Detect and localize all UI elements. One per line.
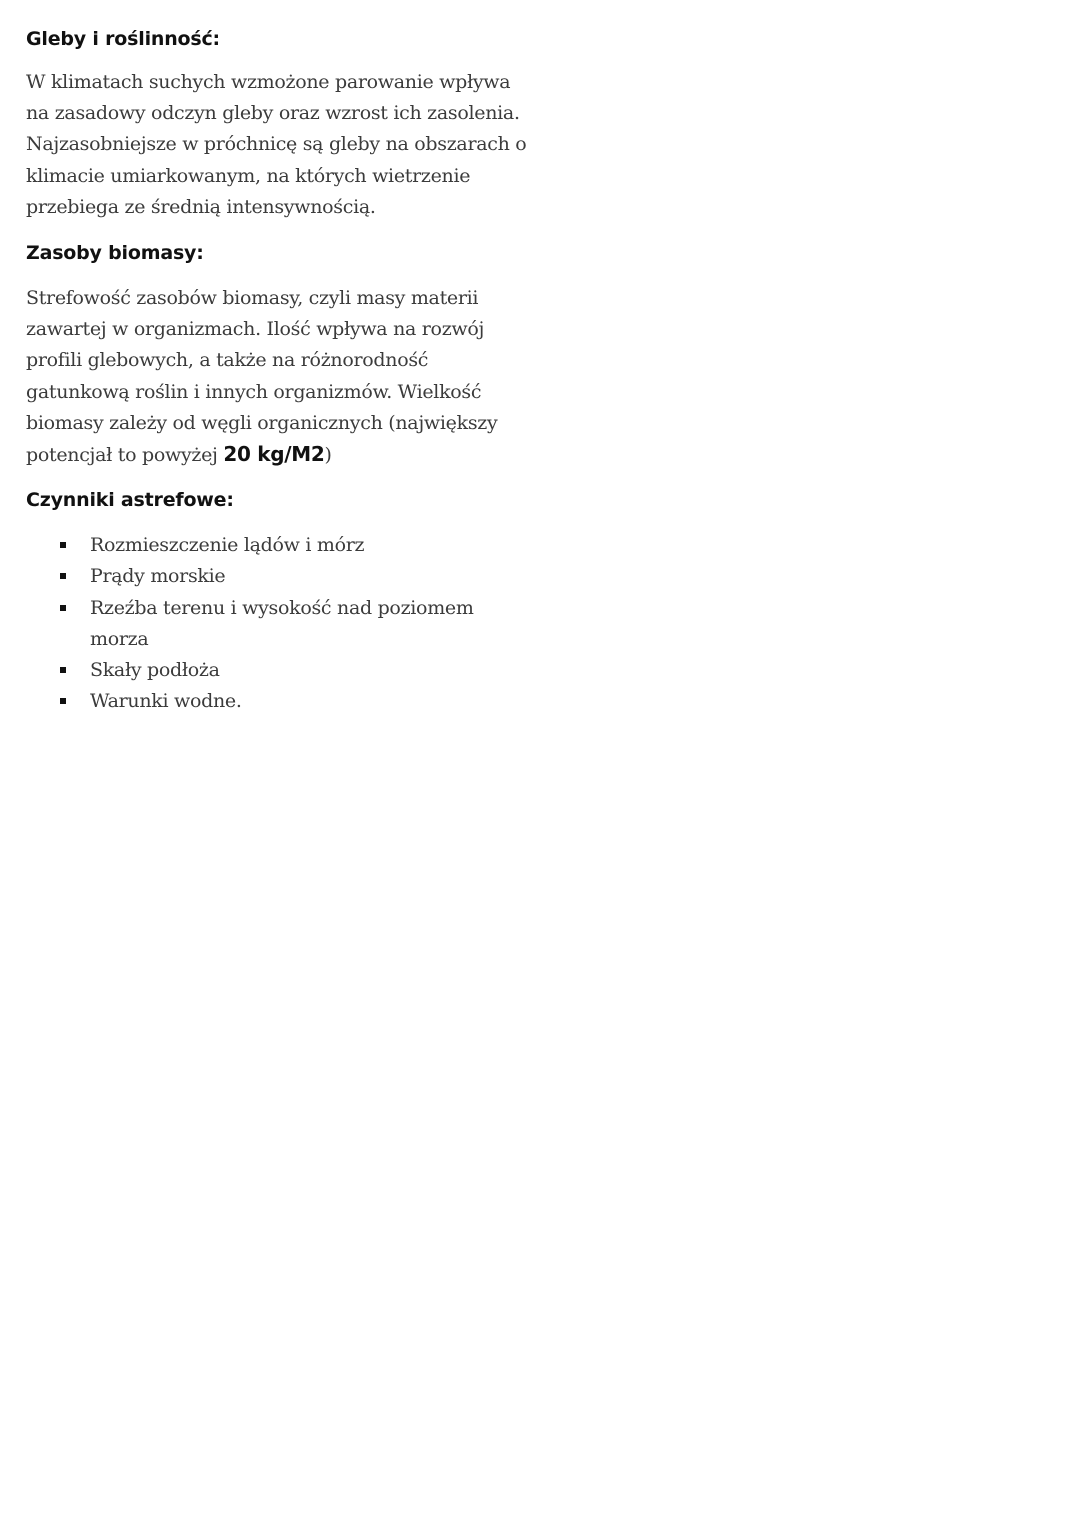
bullet-square-icon (60, 667, 66, 673)
biomass-line: zawartej w organizmach. Ilość wpływa na rozwój (26, 318, 485, 341)
biomass-heading: Zasoby biomasy: (26, 242, 204, 265)
list-item-text: Prądy morskie (90, 565, 226, 588)
bullet-square-icon (60, 698, 66, 704)
list-item-text: Rzeźba terenu i wysokość nad poziomem morza (90, 596, 474, 650)
bullet-square-icon (60, 542, 66, 548)
soils-line: Najzasobniejsze w próchnicę są gleby na obszarach o (26, 133, 527, 156)
document-page (26, 22, 546, 717)
soils-line: klimacie umiarkowanym, na których wietrzenie (26, 164, 471, 187)
biomass-last-line (26, 439, 546, 471)
list-item (26, 655, 490, 686)
biomass-value: 20 kg/M2 (223, 442, 325, 467)
biomass-last-line-suffix: ) (324, 444, 332, 467)
biomass-line: profili glebowych, a także na różnorodność (26, 349, 429, 372)
list-item-text: Rozmieszczenie lądów i mórz (90, 534, 365, 557)
list-item (26, 530, 490, 561)
biomass-line: gatunkową roślin i innych organizmów. Wielkość (26, 380, 482, 403)
biomass-paragraph (26, 283, 546, 471)
list-item-text: Warunki wodne. (90, 690, 242, 713)
azonal-factors-list (26, 530, 546, 717)
soils-line: na zasadowy odczyn gleby oraz wzrost ich zasolenia. (26, 102, 520, 125)
biomass-line: biomasy zależy od węgli organicznych (największy (26, 411, 498, 434)
list-item (26, 561, 490, 592)
bullet-square-icon (60, 605, 66, 611)
soils-heading: Gleby i roślinność: (26, 28, 220, 50)
azonal-heading: Czynniki astrefowe: (26, 489, 234, 512)
soils-line: W klimatach suchych wzmożone parowanie wpływa (26, 71, 511, 93)
list-item-text: Skały podłoża (90, 659, 220, 682)
bullet-square-icon (60, 573, 66, 579)
soils-paragraph (26, 67, 546, 223)
biomass-last-line-prefix: potencjał to powyżej (26, 444, 224, 467)
list-item (26, 593, 490, 655)
soils-line: przebiega ze średnią intensywnością. (26, 195, 376, 218)
biomass-line: Strefowość zasobów biomasy, czyli masy materii (26, 287, 479, 310)
list-item (26, 686, 490, 717)
